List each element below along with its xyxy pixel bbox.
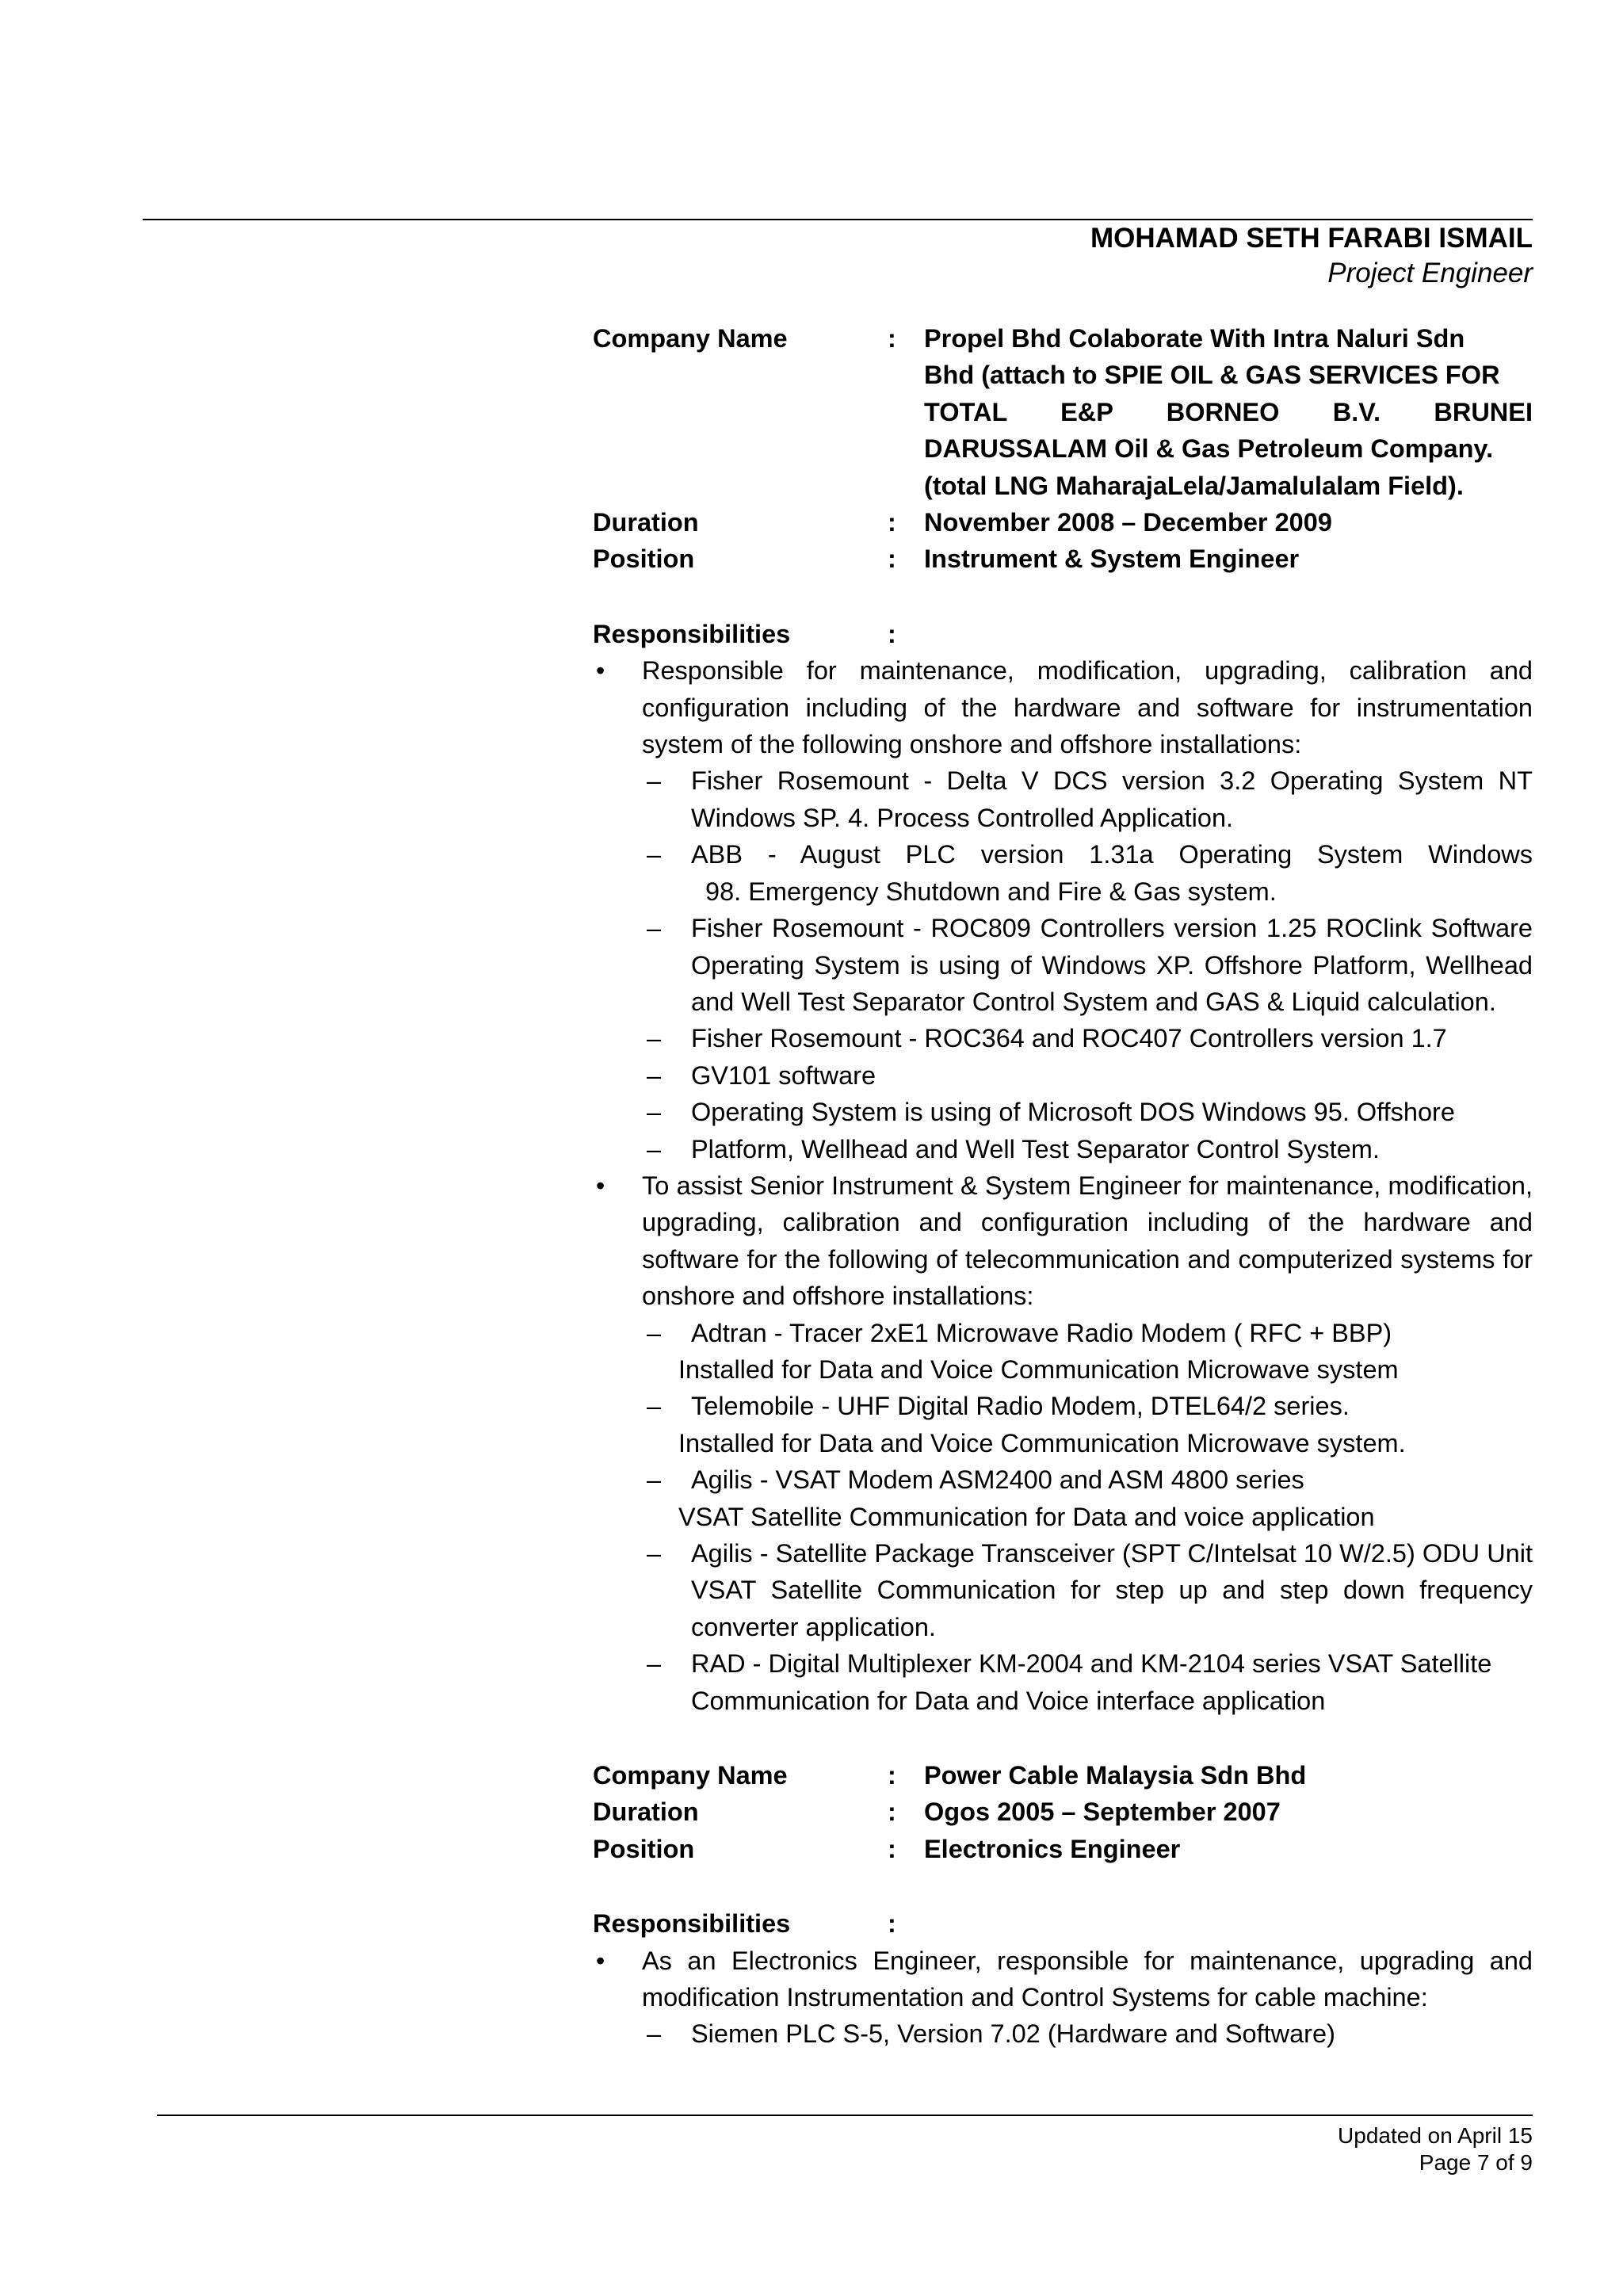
dash-marker: – xyxy=(647,1024,662,1053)
sub-item-text-cont: 98. Emergency Shutdown and Fire & Gas system. xyxy=(705,877,1277,906)
sub-item-text: Agilis - Satellite Package Transceiver (SPT C/Intelsat 10 W/2.5) ODU Unit VSAT Satellite Communication for step up and step down frequency converter application. xyxy=(691,1539,1533,1641)
colon: : xyxy=(888,324,896,353)
sub-item-text: Fisher Rosemount - ROC809 Controllers version 1.25 ROClink Software Operating System is using of Windows XP. Offshore Platform, Wellhead and Well Test Separator Control System and GAS & Liquid calculation. xyxy=(691,914,1533,1016)
sub-item-text: Platform, Wellhead and Well Test Separator Control System. xyxy=(691,1134,1380,1163)
sub-item xyxy=(593,1461,1533,1498)
sub-item-text: RAD - Digital Multiplexer KM-2004 and KM-2104 series VSAT Satellite Communication for Data and Voice interface application xyxy=(691,1649,1492,1715)
sub-item-text: Operating System is using of Microsoft DOS Windows 95. Offshore xyxy=(691,1098,1455,1127)
job2-company-row xyxy=(593,1757,1533,1794)
sub-item xyxy=(593,1645,1533,1719)
job2-company-label: Company Name xyxy=(593,1761,788,1790)
sub-item xyxy=(593,1388,1533,1424)
job1-company-line: DARUSSALAM Oil & Gas Petroleum Company. xyxy=(924,434,1494,464)
sub-item-text: Fisher Rosemount - ROC364 and ROC407 Controllers version 1.7 xyxy=(691,1024,1447,1053)
sub-item-text-cont: VSAT Satellite Communication for Data and voice application xyxy=(678,1502,1375,1531)
colon: : xyxy=(888,544,896,574)
bullet-text: As an Electronics Engineer, responsible for maintenance, upgrading and modification Instrumentation and Control Systems for cable machine: xyxy=(642,1946,1533,2012)
job1-company-label: Company Name xyxy=(593,324,788,353)
bullet-marker: • xyxy=(596,1171,605,1200)
header-rule xyxy=(143,219,1533,220)
colon: : xyxy=(888,508,896,537)
job1-duration-row xyxy=(593,504,1533,541)
sub-item-text: ABB - August PLC version 1.31a Operating System Windows xyxy=(691,840,1533,869)
footer-updated: Updated on April 15 xyxy=(1338,2123,1533,2148)
dash-marker: – xyxy=(647,2019,662,2049)
colon: : xyxy=(888,1834,896,1863)
spacer xyxy=(593,1867,1533,1905)
colon: : xyxy=(888,619,896,648)
job2-responsibilities-label: Responsibilities xyxy=(593,1909,791,1939)
job1-company-row xyxy=(593,320,1533,504)
spacer xyxy=(593,578,1533,616)
sub-item xyxy=(593,2015,1533,2052)
job2-duration-row xyxy=(593,1794,1533,1830)
resume-content xyxy=(593,320,1533,2053)
job1-duration-label: Duration xyxy=(593,508,699,537)
header-role: Project Engineer xyxy=(1327,258,1533,288)
list-item xyxy=(593,652,1533,762)
dash-marker: – xyxy=(647,1134,662,1163)
job1-position-label: Position xyxy=(593,544,695,574)
sub-item-text-cont: Installed for Data and Voice Communication Microwave system. xyxy=(678,1428,1406,1457)
sub-item-text: Adtran - Tracer 2xE1 Microwave Radio Modem ( RFC + BBP) xyxy=(691,1318,1392,1347)
job1-company-line: Bhd (attach to SPIE OIL & GAS SERVICES FOR xyxy=(924,361,1500,390)
footer-rule xyxy=(157,2115,1533,2116)
dash-marker: – xyxy=(647,914,662,943)
colon: : xyxy=(888,1909,896,1939)
sub-item-text-cont: Installed for Data and Voice Communication Microwave system xyxy=(678,1354,1399,1384)
footer-page-number: Page 7 of 9 xyxy=(1419,2150,1533,2175)
sub-item xyxy=(593,1020,1533,1056)
job2-duration-label: Duration xyxy=(593,1797,699,1827)
sub-item-text: Fisher Rosemount - Delta V DCS version 3.2 Operating System NT Windows SP. 4. Process Controlled Application. xyxy=(691,766,1533,832)
job1-company-value xyxy=(924,320,1533,504)
job2-company-value: Power Cable Malaysia Sdn Bhd xyxy=(924,1761,1307,1790)
job2-position-label: Position xyxy=(593,1834,695,1863)
bullet-marker: • xyxy=(596,656,605,686)
job1-company-line: (total LNG MaharajaLela/Jamalulalam Field). xyxy=(924,471,1464,500)
list-item xyxy=(593,1943,1533,2016)
sub-item xyxy=(593,762,1533,836)
list-item xyxy=(593,1167,1533,1315)
bullet-text: Responsible for maintenance, modification, upgrading, calibration and configuration including of the hardware and software for instrumentation system of the following onshore and offshore installations: xyxy=(642,656,1533,759)
spacer xyxy=(593,1719,1533,1757)
bullet-marker: • xyxy=(596,1946,605,1975)
job1-position-value: Instrument & System Engineer xyxy=(924,544,1300,574)
colon: : xyxy=(888,1797,896,1827)
sub-item-text: Agilis - VSAT Modem ASM2400 and ASM 4800 series xyxy=(691,1465,1304,1495)
sub-item-text: GV101 software xyxy=(691,1060,876,1090)
sub-item xyxy=(593,1094,1533,1130)
sub-item xyxy=(593,1535,1533,1645)
sub-item-text: Siemen PLC S-5, Version 7.02 (Hardware and Software) xyxy=(691,2019,1335,2049)
dash-marker: – xyxy=(647,1098,662,1127)
job1-position-row xyxy=(593,541,1533,577)
sub-item xyxy=(593,910,1533,1020)
colon: : xyxy=(888,1761,896,1790)
dash-marker: – xyxy=(647,1392,662,1421)
dash-marker: – xyxy=(647,1649,662,1679)
job2-duration-value: Ogos 2005 – September 2007 xyxy=(924,1797,1281,1827)
bullet-text: To assist Senior Instrument & System Engineer for maintenance, modification, upgrading, calibration and configuration including of the hardware and software for the following of telecommunication and computerized systems for onshore and offshore installations: xyxy=(642,1171,1533,1311)
job1-duration-value: November 2008 – December 2009 xyxy=(924,508,1332,537)
sub-item xyxy=(593,1131,1533,1167)
job2-position-row xyxy=(593,1831,1533,1867)
sub-item xyxy=(593,836,1533,910)
dash-marker: – xyxy=(647,1465,662,1495)
header-name: MOHAMAD SETH FARABI ISMAIL xyxy=(1090,223,1533,254)
job1-company-line: TOTAL E&P BORNEO B.V. BRUNEI xyxy=(924,397,1533,426)
dash-marker: – xyxy=(647,1539,662,1568)
job1-company-line: Propel Bhd Colaborate With Intra Naluri Sdn xyxy=(924,324,1465,353)
dash-marker: – xyxy=(647,1060,662,1090)
job1-responsibilities-row xyxy=(593,616,1533,652)
sub-item-text: Telemobile - UHF Digital Radio Modem, DTEL64/2 series. xyxy=(691,1392,1350,1421)
sub-item xyxy=(593,1057,1533,1094)
job2-responsibilities-row xyxy=(593,1905,1533,1942)
job2-position-value: Electronics Engineer xyxy=(924,1834,1181,1863)
dash-marker: – xyxy=(647,840,662,869)
job1-responsibilities-label: Responsibilities xyxy=(593,619,791,648)
sub-item xyxy=(593,1315,1533,1351)
dash-marker: – xyxy=(647,1318,662,1347)
dash-marker: – xyxy=(647,766,662,796)
